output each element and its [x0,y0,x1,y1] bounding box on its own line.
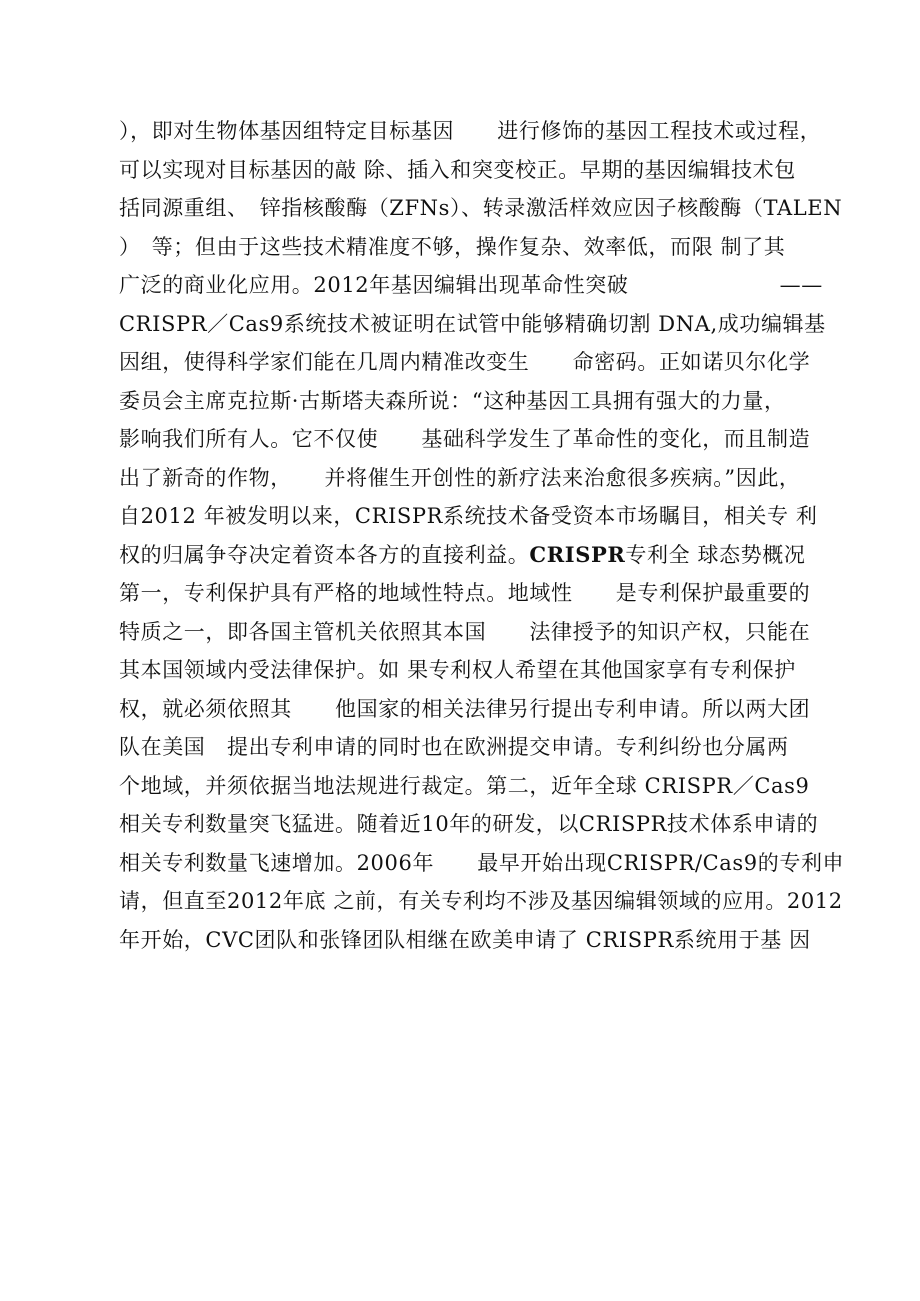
text-line-5: 广泛的商业化应用。2012年基因编辑出现革命性突破 —— [119,273,823,297]
text-line-11: 自2012 年被发明以来，CRISPR系统技术备受资本市场瞩目，相关专 利 [119,504,818,528]
text-line-22: 年开始，CVC团队和张锋团队相继在欧美申请了 CRISPR系统用于基 因 [119,927,811,952]
section-heading-inline: 专利全 球态势概况 [625,542,806,567]
text-line-20: 相关专利数量飞速增加。2006年 最早开始出现CRISPR/Cas9的专利申 [119,850,845,875]
text-line-1: ），即对生物体基因组特定目标基因 进行修饰的基因工程技术或过程， [119,119,822,143]
text-line-8: 委员会主席克拉斯·古斯塔夫森所说：“这种基因工具拥有强大的力量， [119,388,786,413]
text-line-19: 相关专利数量突飞猛进。随着近10年的研发，以CRISPR技术体系申请的 [119,812,819,836]
text-line-2: 可以实现对目标基因的敲 除、插入和突变校正。早期的基因编辑技术包 [119,157,796,182]
text-line-6: CRISPR／Cas9系统技术被证明在试管中能够精确切割 DNA,成功编辑基 [119,311,826,336]
crispr-bold-term: CRISPR [529,541,626,567]
text-line-12-start: 权的归属争夺决定着资本各方的直接利益。 [119,542,530,567]
text-line-9: 影响我们所有人。它不仅使 基础科学发生了革命性的变化，而且制造 [119,427,811,451]
text-line-13: 第一，专利保护具有严格的地域性特点。地域性 是专利保护最重要的 [119,581,811,605]
body-text [119,112,845,959]
text-line-3: 括同源重组、 锌指核酸酶（ZFNs）、转录激活样效应因子核酸酶（TALEN [119,196,843,220]
text-line-12 [119,536,839,575]
text-line-18: 个地域，并须依据当地法规进行裁定。第二，近年全球 CRISPR／Cas9 [119,773,810,798]
text-line-17: 队在美国 提出专利申请的同时也在欧洲提交申请。专利纠纷也分属两 [119,735,789,759]
text-line-7: 因组，使得科学家们能在几周内精准改变生 命密码。正如诺贝尔化学 [119,350,811,374]
text-line-4: ） 等；但由于这些技术精准度不够，操作复杂、效率低，而限 制了其 [119,234,786,259]
text-line-10: 出了新奇的作物， 并将催生开创性的新疗法来治愈很多疾病。”因此， [119,465,801,490]
text-line-15: 其本国领域内受法律保护。如 果专利权人希望在其他国家享有专利保护 [119,658,796,682]
text-line-14: 特质之一，即各国主管机关依照其本国 法律授予的知识产权，只能在 [119,619,811,644]
text-line-16: 权，就必须依照其 他国家的相关法律另行提出专利申请。所以两大团 [119,696,811,721]
text-line-21: 请，但直至2012年底 之前，有关专利均不涉及基因编辑领域的应用。2012 [119,889,843,913]
